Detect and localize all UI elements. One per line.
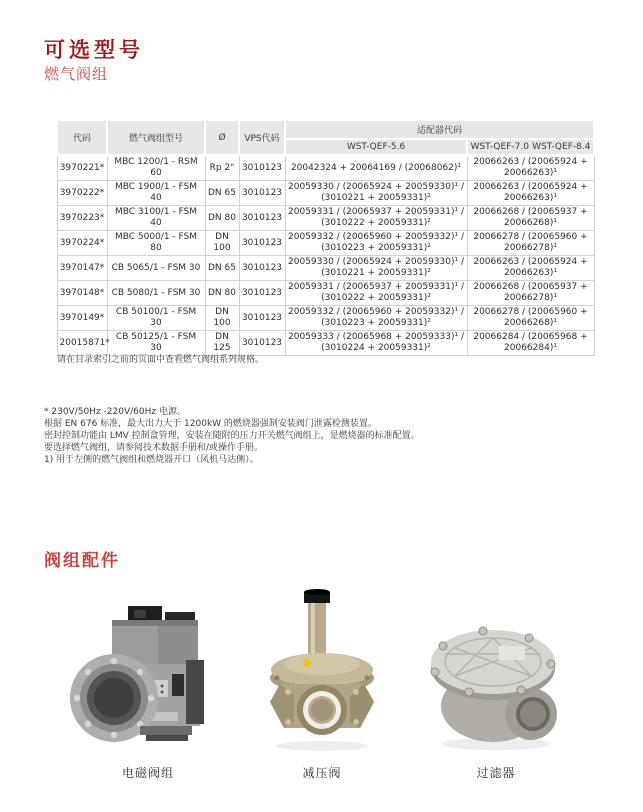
product-label-filter: 过滤器 xyxy=(476,766,516,780)
cell-diameter: Rp 2" xyxy=(205,155,239,181)
cell-adapter-qef7084: 20066263 / (20065924 + 20066263)¹ xyxy=(467,256,594,281)
cell-adapter-qef7084: 20066278 / (20065960 + 20066268)¹ xyxy=(467,306,594,331)
valve-models-table-wrap xyxy=(56,119,593,356)
accessories-section-title: 阀组配件 xyxy=(44,551,120,571)
table-row xyxy=(57,181,594,206)
cell-code: 3970221* xyxy=(57,155,107,181)
cell-adapter-qef56: 20059332 / (20065960 + 20059332)¹ / (3010223 + 20059331)² xyxy=(285,231,467,256)
header-adapter-qef70: WST-QEF-7.0 xyxy=(470,142,529,152)
product-solenoid-valve xyxy=(62,586,234,781)
cell-model: CB 50100/1 - FSM 30 xyxy=(107,306,205,331)
series-spec-note: 请在目录索引之前的页面中查看燃气阀组系列规格。 xyxy=(57,355,265,365)
cell-adapter-qef7084: 20066263 / (20065924 + 20066263)¹ xyxy=(467,155,594,181)
cell-code: 3970223* xyxy=(57,206,107,231)
cell-model: MBC 1200/1 - RSM 60 xyxy=(107,155,205,181)
cell-code: 3970224* xyxy=(57,231,107,256)
footnote-power: * 230V/50Hz -220V/60Hz 电源。 xyxy=(44,407,186,417)
cell-diameter: DN 65 xyxy=(205,181,239,206)
cell-adapter-qef7084: 20066268 / (20065937 + 20066268)¹ xyxy=(467,206,594,231)
cell-diameter: DN 80 xyxy=(205,206,239,231)
cell-model: CB 50125/1 - FSM 30 xyxy=(107,331,205,356)
header-adapter-qef7084 xyxy=(467,139,594,155)
page-title: 可选型号 xyxy=(44,38,144,62)
table-body xyxy=(57,155,594,356)
cell-adapter-qef7084: 20066268 / (20065937 + 20066278)¹ xyxy=(467,281,594,306)
cell-code: 3970149* xyxy=(57,306,107,331)
cell-adapter-qef56: 20059332 / (20065960 + 20059332)¹ / (3010223 + 20059331)² xyxy=(285,306,467,331)
cell-adapter-qef56: 20059331 / (20065937 + 20059331)¹ / (3010222 + 20059331)² xyxy=(285,206,467,231)
cell-vps: 3010123 xyxy=(239,206,285,231)
cell-diameter: DN 125 xyxy=(205,331,239,356)
footnote-manual: 要选择燃气阀组，请参阅技术数据手册和/或操作手册。 xyxy=(44,443,264,453)
header-diameter: Ø xyxy=(205,120,239,155)
cell-diameter: DN 65 xyxy=(205,256,239,281)
solenoid-valve-photo xyxy=(68,604,228,754)
cell-model: MBC 5000/1 - FSM 80 xyxy=(107,231,205,256)
header-vps: VPS代码 xyxy=(239,120,285,155)
valve-models-table xyxy=(56,119,595,356)
cell-code: 20015871* xyxy=(57,331,107,356)
cell-vps: 3010123 xyxy=(239,256,285,281)
cell-diameter: DN 100 xyxy=(205,306,239,331)
cell-diameter: DN 80 xyxy=(205,281,239,306)
cell-code: 3970148* xyxy=(57,281,107,306)
footnotes xyxy=(44,406,420,466)
cell-adapter-qef7084: 20066278 / (20065960 + 20066278)¹ xyxy=(467,231,594,256)
table-row xyxy=(57,206,594,231)
cell-adapter-qef7084: 20066263 / (20065924 + 20066263)¹ xyxy=(467,181,594,206)
header-adapter-group: 适配器代码 xyxy=(285,120,594,139)
cell-model: CB 5080/1 - FSM 30 xyxy=(107,281,205,306)
cell-vps: 3010123 xyxy=(239,155,285,181)
cell-vps: 3010123 xyxy=(239,306,285,331)
header-model: 燃气阀组型号 xyxy=(107,120,205,155)
cell-diameter: DN 100 xyxy=(205,231,239,256)
cell-adapter-qef56: 20059330 / (20065924 + 20059330)¹ / (3010221 + 20059331)² xyxy=(285,256,467,281)
cell-adapter-qef56: 20042324 + 20064169 / (20068062)¹ xyxy=(285,155,467,181)
accessories-row xyxy=(62,586,582,781)
cell-adapter-qef56: 20059330 / (20065924 + 20059330)¹ / (3010221 + 20059331)² xyxy=(285,181,467,206)
cell-adapter-qef56: 20059333 / (20065968 + 20059333)¹ / (3010224 + 20059331)² xyxy=(285,331,467,356)
table-row xyxy=(57,256,594,281)
product-label-pressure-regulator: 减压阀 xyxy=(302,766,342,780)
header-adapter-qef84: WST-QEF-8.4 xyxy=(532,142,591,152)
cell-adapter-qef56: 20059331 / (20065937 + 20059331)¹ / (3010222 + 20059331)² xyxy=(285,281,467,306)
cell-vps: 3010123 xyxy=(239,281,285,306)
cell-vps: 3010123 xyxy=(239,181,285,206)
footnote-en676: 根据 EN 676 标准，最大出力大于 1200kW 的燃烧器强制安装阀门泄露检测装置。 xyxy=(44,419,377,429)
table-header xyxy=(57,120,594,155)
footnote-lmv: 密封控制功能由 LMV 控制盒管理，安装在随附的压力开关燃气阀组上，是燃烧器的标准配置。 xyxy=(44,431,420,441)
page-subtitle: 燃气阀组 xyxy=(44,65,109,83)
footnote-1: 1) 用于左侧的燃气阀组和燃烧器开口（风机马达侧）。 xyxy=(44,455,259,465)
table-row xyxy=(57,231,594,256)
product-label-solenoid-valve: 电磁阀组 xyxy=(121,766,174,780)
cell-model: CB 5065/1 - FSM 30 xyxy=(107,256,205,281)
cell-code: 3970222* xyxy=(57,181,107,206)
cell-code: 3970147* xyxy=(57,256,107,281)
table-row xyxy=(57,155,594,181)
filter-photo xyxy=(421,604,571,754)
table-row xyxy=(57,306,594,331)
header-code: 代码 xyxy=(57,120,107,155)
cell-vps: 3010123 xyxy=(239,331,285,356)
cell-model: MBC 3100/1 - FSM 40 xyxy=(107,206,205,231)
cell-model: MBC 1900/1 - FSM 40 xyxy=(107,181,205,206)
table-row xyxy=(57,281,594,306)
pressure-regulator-photo xyxy=(252,586,392,754)
cell-adapter-qef7084: 20066284 / (20065968 + 20066284)¹ xyxy=(467,331,594,356)
cell-vps: 3010123 xyxy=(239,231,285,256)
product-pressure-regulator xyxy=(236,586,408,781)
header-adapter-qef56: WST-QEF-5.6 xyxy=(285,139,467,155)
product-filter xyxy=(410,586,582,781)
